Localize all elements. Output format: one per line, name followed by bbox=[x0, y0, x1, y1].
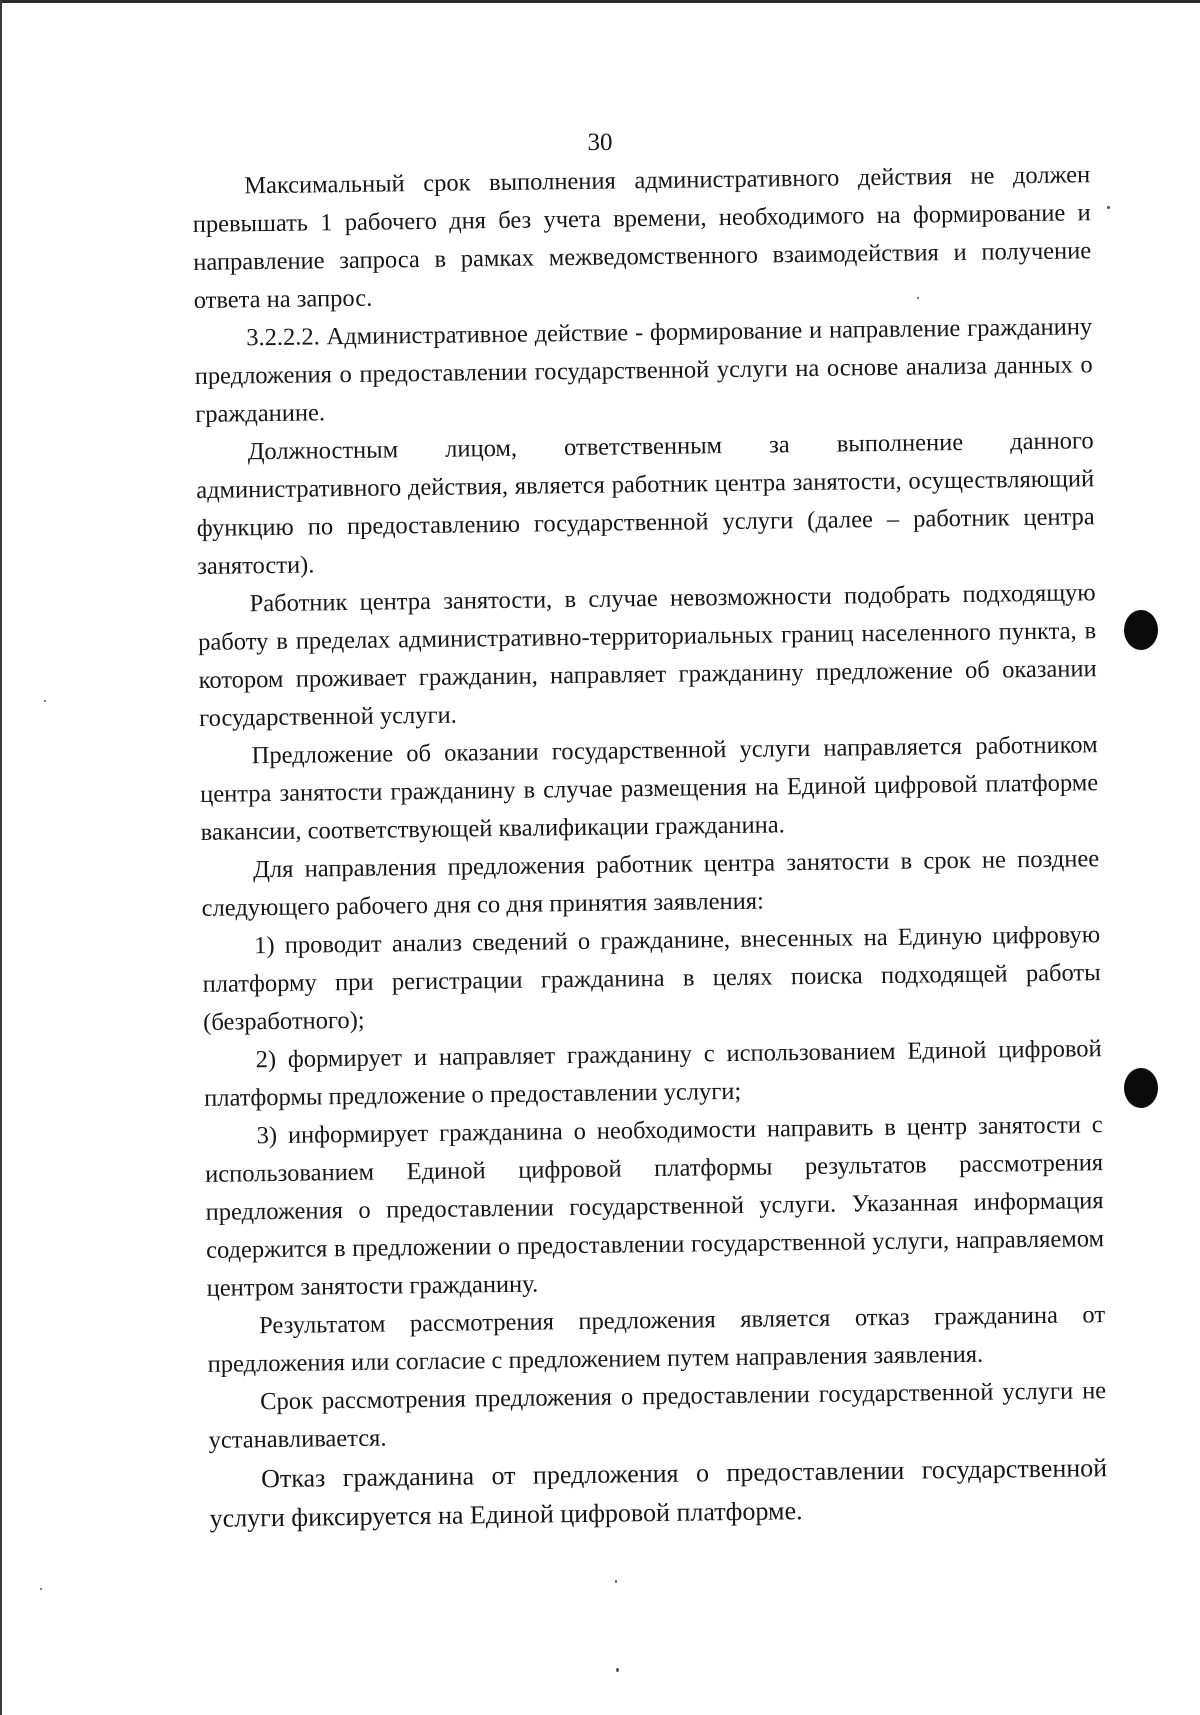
scan-speck bbox=[40, 1588, 42, 1590]
paragraph: Максимальный срок выполнения административного действия не должен превышать 1 рабочего дня без учета времени, необходимого на формирование и направление запроса в рамках межведомственного взаимодействия и получение ответа на запрос. bbox=[192, 161, 1092, 314]
punch-hole bbox=[1124, 1068, 1158, 1108]
paragraph: 3.2.2.2. Административное действие - формирование и направление гражданину предложения о предоставлении государственной услуги на основе анализа данных о гражданине. bbox=[194, 313, 1093, 428]
scan-speck bbox=[1107, 206, 1110, 209]
paragraph: Для направления предложения работник центра занятости в срок не позднее следующего рабочего дня со дня принятия заявления: bbox=[201, 845, 1100, 922]
scan-speck bbox=[616, 1668, 619, 1672]
paragraph: Должностным лицом, ответственным за выполнение данного административного действия, является работник центра занятости, осуществляющий функцию по предоставлению государственной услуги (далее – работник центра занятости). bbox=[196, 427, 1095, 580]
scan-speck bbox=[615, 1580, 617, 1583]
scan-speck bbox=[44, 700, 46, 702]
page-number: 30 bbox=[587, 129, 613, 156]
scan-speck bbox=[917, 297, 919, 299]
scan-left-edge bbox=[0, 0, 2, 1715]
paragraph: Результатом рассмотрения предложения является отказ гражданина от предложения или согласие с предложением путем направления заявления. bbox=[207, 1301, 1106, 1378]
paragraph: Работник центра занятости, в случае невозможности подобрать подходящую работу в пределах административно-территориальных границ населенного пункта, в котором проживает гражданин, направляет гражданину предложение об оказании государственной услуги. bbox=[198, 579, 1097, 732]
paragraph: Срок рассмотрения предложения о предоставлении государственной услуги не устанавливается. bbox=[208, 1377, 1107, 1454]
punch-hole bbox=[1124, 610, 1158, 650]
document-body bbox=[192, 156, 1108, 1538]
paragraph: Предложение об оказании государственной услуги направляется работником центра занятости гражданину в случае размещения на Единой цифровой платформе вакансии, соответствующей квалификации гражданина. bbox=[200, 731, 1099, 846]
list-item: 2) формирует и направляет гражданину с использованием Единой цифровой платформы предложение о предоставлении услуги; bbox=[204, 1035, 1102, 1112]
list-item: 3) информирует гражданина о необходимости направить в центр занятости с использованием Единой цифровой платформы результатов рассмотрения предложения о предоставлении государственной услуги. Указанная информация содержится в предложении о предоставлении государственной услуги, направляемом центром занятости гражданину. bbox=[204, 1111, 1105, 1302]
scan-top-edge bbox=[0, 0, 1200, 3]
list-item: 1) проводит анализ сведений о гражданине, внесенных на Единую цифровую платформу при регистрации гражданина в целях поиска подходящей работы (безработного); bbox=[202, 921, 1101, 1036]
paragraph: Отказ гражданина от предложения о предоставлении государственной услуги фиксируется на Единой цифровой платформе. bbox=[209, 1453, 1108, 1533]
